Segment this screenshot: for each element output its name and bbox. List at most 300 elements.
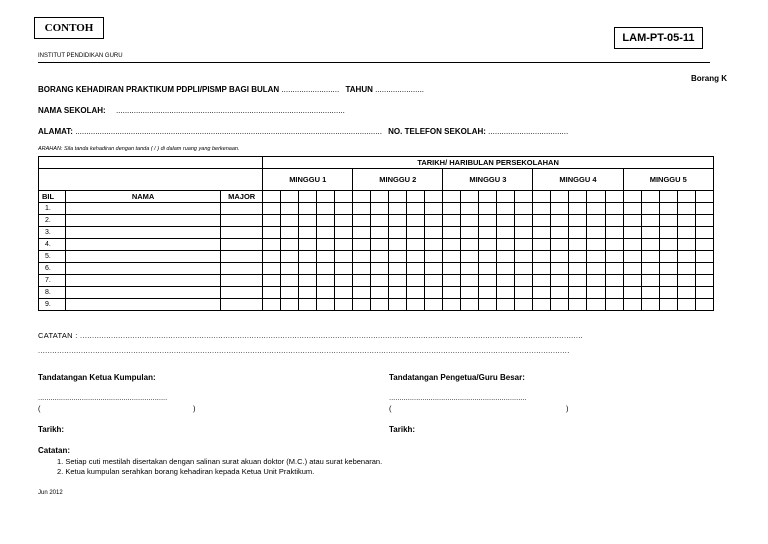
- attendance-cell[interactable]: [443, 203, 461, 215]
- attendance-cell[interactable]: [263, 251, 281, 263]
- week-header-1: MINGGU 1: [263, 169, 353, 191]
- attendance-cell[interactable]: [515, 287, 533, 299]
- attendance-cell[interactable]: [587, 263, 605, 275]
- name-cell[interactable]: [66, 239, 221, 251]
- attendance-cell[interactable]: [317, 299, 335, 311]
- attendance-cell[interactable]: [461, 299, 479, 311]
- attendance-cell[interactable]: [677, 251, 695, 263]
- attendance-cell[interactable]: [515, 203, 533, 215]
- day-header-cell: [263, 191, 281, 203]
- attendance-cell[interactable]: [641, 275, 659, 287]
- attendance-cell[interactable]: [353, 239, 371, 251]
- attendance-cell[interactable]: [587, 239, 605, 251]
- stamp-box: [34, 17, 104, 39]
- attendance-cell[interactable]: [281, 215, 299, 227]
- attendance-cell[interactable]: [425, 227, 443, 239]
- attendance-cell[interactable]: [263, 299, 281, 311]
- attendance-cell[interactable]: [407, 287, 425, 299]
- attendance-cell[interactable]: [479, 227, 497, 239]
- day-header-cell: [605, 191, 623, 203]
- attendance-cell[interactable]: [371, 287, 389, 299]
- attendance-cell[interactable]: [335, 227, 353, 239]
- attendance-cell[interactable]: [353, 251, 371, 263]
- attendance-cell[interactable]: [353, 287, 371, 299]
- attendance-cell[interactable]: [353, 275, 371, 287]
- form-label: Borang K: [691, 74, 727, 83]
- attendance-cell[interactable]: [335, 263, 353, 275]
- attendance-cell[interactable]: [623, 215, 641, 227]
- attendance-cell[interactable]: [281, 275, 299, 287]
- attendance-cell[interactable]: [605, 227, 623, 239]
- attendance-cell[interactable]: [479, 287, 497, 299]
- attendance-cell[interactable]: [407, 239, 425, 251]
- attendance-cell[interactable]: [533, 299, 551, 311]
- attendance-cell[interactable]: [335, 239, 353, 251]
- attendance-cell[interactable]: [371, 263, 389, 275]
- attendance-cell[interactable]: [605, 287, 623, 299]
- attendance-cell[interactable]: [623, 203, 641, 215]
- attendance-cell[interactable]: [533, 275, 551, 287]
- attendance-cell[interactable]: [623, 251, 641, 263]
- attendance-cell[interactable]: [497, 239, 515, 251]
- attendance-cell[interactable]: [569, 251, 587, 263]
- attendance-cell[interactable]: [425, 275, 443, 287]
- attendance-cell[interactable]: [335, 275, 353, 287]
- attendance-cell[interactable]: [659, 227, 677, 239]
- attendance-cell[interactable]: [515, 251, 533, 263]
- attendance-cell[interactable]: [263, 239, 281, 251]
- day-header-cell: [587, 191, 605, 203]
- attendance-cell[interactable]: [263, 215, 281, 227]
- attendance-cell[interactable]: [659, 275, 677, 287]
- attendance-cell[interactable]: [407, 203, 425, 215]
- attendance-cell[interactable]: [425, 215, 443, 227]
- attendance-cell[interactable]: [263, 263, 281, 275]
- name-cell[interactable]: [66, 215, 221, 227]
- major-cell[interactable]: [221, 227, 263, 239]
- attendance-cell[interactable]: [479, 203, 497, 215]
- catatan-label: CATATAN :: [38, 331, 78, 340]
- attendance-cell[interactable]: [335, 251, 353, 263]
- attendance-cell[interactable]: [299, 203, 317, 215]
- attendance-cell[interactable]: [389, 227, 407, 239]
- name-cell[interactable]: [66, 299, 221, 311]
- attendance-cell[interactable]: [515, 215, 533, 227]
- attendance-cell[interactable]: [479, 251, 497, 263]
- major-cell[interactable]: [221, 287, 263, 299]
- attendance-cell[interactable]: [497, 215, 515, 227]
- attendance-cell[interactable]: [605, 239, 623, 251]
- left-signature-line[interactable]: ..............................................................: [38, 393, 168, 402]
- table-row: [39, 239, 714, 251]
- attendance-cell[interactable]: [641, 227, 659, 239]
- week-header-4: MINGGU 4: [533, 169, 623, 191]
- attendance-cell[interactable]: [389, 263, 407, 275]
- attendance-cell[interactable]: [281, 227, 299, 239]
- day-header-cell: [623, 191, 641, 203]
- tahun-blank[interactable]: ......................: [375, 85, 425, 94]
- right-name-open: (: [389, 404, 392, 413]
- attendance-cell[interactable]: [551, 215, 569, 227]
- attendance-cell[interactable]: [425, 287, 443, 299]
- attendance-cell[interactable]: [515, 275, 533, 287]
- attendance-cell[interactable]: [389, 239, 407, 251]
- attendance-cell[interactable]: [569, 227, 587, 239]
- attendance-cell[interactable]: [281, 251, 299, 263]
- attendance-cell[interactable]: [587, 251, 605, 263]
- attendance-cell[interactable]: [533, 215, 551, 227]
- attendance-cell[interactable]: [389, 299, 407, 311]
- attendance-cell[interactable]: [299, 227, 317, 239]
- attendance-cell[interactable]: [659, 299, 677, 311]
- attendance-cell[interactable]: [695, 275, 713, 287]
- attendance-cell[interactable]: [263, 287, 281, 299]
- attendance-cell[interactable]: [407, 275, 425, 287]
- attendance-cell[interactable]: [371, 299, 389, 311]
- attendance-cell[interactable]: [425, 239, 443, 251]
- attendance-cell[interactable]: [533, 251, 551, 263]
- day-header-cell: [515, 191, 533, 203]
- attendance-cell[interactable]: [641, 251, 659, 263]
- attendance-cell[interactable]: [551, 251, 569, 263]
- header-row-columns: [39, 191, 714, 203]
- form-title: BORANG KEHADIRAN PRAKTIKUM PDPLI/PISMP BAGI BULAN: [38, 85, 280, 94]
- attendance-cell[interactable]: [281, 299, 299, 311]
- attendance-cell[interactable]: [605, 215, 623, 227]
- attendance-cell[interactable]: [461, 227, 479, 239]
- attendance-cell[interactable]: [299, 287, 317, 299]
- attendance-cell[interactable]: [695, 299, 713, 311]
- attendance-cell[interactable]: [587, 275, 605, 287]
- day-header-cell: [371, 191, 389, 203]
- attendance-cell[interactable]: [335, 203, 353, 215]
- attendance-cell[interactable]: [533, 227, 551, 239]
- attendance-cell[interactable]: [371, 227, 389, 239]
- day-header-cell: [659, 191, 677, 203]
- attendance-cell[interactable]: [407, 299, 425, 311]
- major-cell[interactable]: [221, 263, 263, 275]
- attendance-cell[interactable]: [623, 263, 641, 275]
- attendance-cell[interactable]: [299, 251, 317, 263]
- attendance-cell[interactable]: [569, 215, 587, 227]
- attendance-cell[interactable]: [533, 287, 551, 299]
- attendance-cell[interactable]: [299, 263, 317, 275]
- attendance-cell[interactable]: [659, 287, 677, 299]
- name-cell[interactable]: [66, 227, 221, 239]
- attendance-cell[interactable]: [335, 287, 353, 299]
- attendance-cell[interactable]: [569, 287, 587, 299]
- attendance-cell[interactable]: [533, 263, 551, 275]
- attendance-cell[interactable]: [299, 239, 317, 251]
- attendance-cell[interactable]: [281, 287, 299, 299]
- note-item-1: 1. Setiap cuti mestilah disertakan dengan salinan surat akuan doktor (M.C.) atau surat kebenaran.: [57, 457, 383, 466]
- attendance-cell[interactable]: [587, 227, 605, 239]
- attendance-cell[interactable]: [659, 251, 677, 263]
- attendance-cell[interactable]: [461, 203, 479, 215]
- attendance-cell[interactable]: [551, 287, 569, 299]
- attendance-cell[interactable]: [479, 263, 497, 275]
- attendance-cell[interactable]: [623, 275, 641, 287]
- attendance-cell[interactable]: [317, 203, 335, 215]
- attendance-cell[interactable]: [425, 251, 443, 263]
- attendance-cell[interactable]: [641, 215, 659, 227]
- attendance-cell[interactable]: [335, 299, 353, 311]
- attendance-cell[interactable]: [371, 215, 389, 227]
- attendance-cell[interactable]: [443, 275, 461, 287]
- attendance-cell[interactable]: [677, 215, 695, 227]
- attendance-cell[interactable]: [659, 215, 677, 227]
- day-header-cell: [479, 191, 497, 203]
- attendance-cell[interactable]: [443, 239, 461, 251]
- attendance-cell[interactable]: [317, 239, 335, 251]
- attendance-cell[interactable]: [281, 239, 299, 251]
- row-number: 8.: [39, 287, 66, 299]
- major-cell[interactable]: [221, 203, 263, 215]
- attendance-cell[interactable]: [641, 203, 659, 215]
- table-row: [39, 287, 714, 299]
- attendance-cell[interactable]: [497, 251, 515, 263]
- attendance-cell[interactable]: [461, 287, 479, 299]
- attendance-cell[interactable]: [443, 263, 461, 275]
- name-cell[interactable]: [66, 275, 221, 287]
- attendance-cell[interactable]: [551, 239, 569, 251]
- left-name-close: ): [193, 404, 196, 413]
- attendance-cell[interactable]: [623, 239, 641, 251]
- attendance-cell[interactable]: [479, 215, 497, 227]
- attendance-cell[interactable]: [317, 251, 335, 263]
- attendance-cell[interactable]: [479, 299, 497, 311]
- attendance-cell[interactable]: [659, 263, 677, 275]
- major-cell[interactable]: [221, 251, 263, 263]
- attendance-cell[interactable]: [461, 275, 479, 287]
- week-header-2: MINGGU 2: [353, 169, 443, 191]
- table-row: [39, 299, 714, 311]
- attendance-cell[interactable]: [389, 275, 407, 287]
- attendance-cell[interactable]: [353, 215, 371, 227]
- attendance-cell[interactable]: [497, 203, 515, 215]
- attendance-cell[interactable]: [641, 263, 659, 275]
- address-blank[interactable]: ..........................................................................................................................................: [75, 127, 382, 136]
- attendance-cell[interactable]: [461, 251, 479, 263]
- attendance-cell[interactable]: [263, 227, 281, 239]
- attendance-cell[interactable]: [317, 287, 335, 299]
- attendance-cell[interactable]: [551, 299, 569, 311]
- attendance-cell[interactable]: [695, 227, 713, 239]
- day-header-cell: [569, 191, 587, 203]
- attendance-cell[interactable]: [569, 263, 587, 275]
- attendance-cell[interactable]: [371, 203, 389, 215]
- catatan-blank-2[interactable]: ...............................................................................................................................................................................................................................: [38, 346, 570, 355]
- attendance-cell[interactable]: [641, 299, 659, 311]
- name-cell[interactable]: [66, 203, 221, 215]
- attendance-cell[interactable]: [407, 215, 425, 227]
- attendance-cell[interactable]: [605, 299, 623, 311]
- form-code-box: [614, 27, 703, 49]
- attendance-cell[interactable]: [443, 227, 461, 239]
- header-row-group: [39, 157, 714, 169]
- attendance-cell[interactable]: [515, 299, 533, 311]
- attendance-cell[interactable]: [569, 299, 587, 311]
- attendance-cell[interactable]: [605, 263, 623, 275]
- day-header-cell: [641, 191, 659, 203]
- day-header-cell: [461, 191, 479, 203]
- attendance-cell[interactable]: [443, 215, 461, 227]
- attendance-cell[interactable]: [695, 215, 713, 227]
- day-header-cell: [281, 191, 299, 203]
- attendance-cell[interactable]: [389, 251, 407, 263]
- attendance-cell[interactable]: [497, 275, 515, 287]
- attendance-cell[interactable]: [677, 287, 695, 299]
- day-header-cell: [389, 191, 407, 203]
- attendance-cell[interactable]: [317, 215, 335, 227]
- attendance-cell[interactable]: [677, 299, 695, 311]
- attendance-cell[interactable]: [677, 263, 695, 275]
- name-cell[interactable]: [66, 263, 221, 275]
- attendance-cell[interactable]: [677, 227, 695, 239]
- attendance-cell[interactable]: [479, 275, 497, 287]
- attendance-cell[interactable]: [551, 275, 569, 287]
- nama-header: NAMA: [66, 191, 221, 203]
- major-cell[interactable]: [221, 239, 263, 251]
- attendance-cell[interactable]: [587, 299, 605, 311]
- attendance-cell[interactable]: [623, 227, 641, 239]
- attendance-cell[interactable]: [407, 263, 425, 275]
- attendance-cell[interactable]: [317, 227, 335, 239]
- attendance-cell[interactable]: [353, 203, 371, 215]
- attendance-cell[interactable]: [587, 215, 605, 227]
- attendance-cell[interactable]: [695, 239, 713, 251]
- attendance-cell[interactable]: [605, 275, 623, 287]
- attendance-cell[interactable]: [407, 227, 425, 239]
- attendance-cell[interactable]: [443, 251, 461, 263]
- day-header-cell: [353, 191, 371, 203]
- attendance-cell[interactable]: [443, 299, 461, 311]
- attendance-cell[interactable]: [281, 203, 299, 215]
- attendance-cell[interactable]: [479, 239, 497, 251]
- attendance-cell[interactable]: [443, 287, 461, 299]
- attendance-cell[interactable]: [659, 239, 677, 251]
- attendance-cell[interactable]: [605, 251, 623, 263]
- phone-blank[interactable]: ....................................: [488, 127, 569, 136]
- attendance-cell[interactable]: [353, 299, 371, 311]
- attendance-cell[interactable]: [389, 203, 407, 215]
- attendance-cell[interactable]: [281, 263, 299, 275]
- school-blank[interactable]: .......................................................................................................: [115, 106, 345, 115]
- right-signature-line[interactable]: ..................................................................: [389, 393, 527, 402]
- attendance-cell[interactable]: [461, 263, 479, 275]
- institute-name: INSTITUT PENDIDIKAN GURU: [38, 53, 123, 59]
- attendance-cell[interactable]: [551, 203, 569, 215]
- attendance-cell[interactable]: [299, 275, 317, 287]
- attendance-cell[interactable]: [389, 287, 407, 299]
- major-cell[interactable]: [221, 215, 263, 227]
- attendance-cell[interactable]: [353, 227, 371, 239]
- attendance-cell[interactable]: [695, 203, 713, 215]
- day-header-cell: [299, 191, 317, 203]
- attendance-cell[interactable]: [533, 239, 551, 251]
- catatan-blank-1[interactable]: ...................................................................................................................................................................................................................: [80, 331, 584, 340]
- attendance-cell[interactable]: [623, 287, 641, 299]
- attendance-cell[interactable]: [461, 239, 479, 251]
- major-cell[interactable]: [221, 275, 263, 287]
- attendance-cell[interactable]: [605, 203, 623, 215]
- attendance-cell[interactable]: [569, 239, 587, 251]
- attendance-cell[interactable]: [569, 203, 587, 215]
- attendance-cell[interactable]: [299, 215, 317, 227]
- attendance-cell[interactable]: [317, 263, 335, 275]
- right-signature-label: Tandatangan Pengetua/Guru Besar:: [389, 373, 525, 382]
- attendance-cell[interactable]: [677, 239, 695, 251]
- attendance-cell[interactable]: [551, 263, 569, 275]
- attendance-cell[interactable]: [587, 287, 605, 299]
- attendance-cell[interactable]: [497, 227, 515, 239]
- attendance-cell[interactable]: [515, 263, 533, 275]
- attendance-cell[interactable]: [353, 263, 371, 275]
- attendance-cell[interactable]: [425, 299, 443, 311]
- attendance-cell[interactable]: [371, 251, 389, 263]
- attendance-cell[interactable]: [569, 275, 587, 287]
- attendance-cell[interactable]: [587, 203, 605, 215]
- row-number: 1.: [39, 203, 66, 215]
- attendance-cell[interactable]: [389, 215, 407, 227]
- attendance-cell[interactable]: [695, 263, 713, 275]
- name-cell[interactable]: [66, 287, 221, 299]
- attendance-cell[interactable]: [641, 239, 659, 251]
- catatan-line-1: [38, 331, 583, 340]
- attendance-cell[interactable]: [695, 251, 713, 263]
- attendance-cell[interactable]: [317, 275, 335, 287]
- form-code: LAM-PT-05-11: [622, 32, 695, 44]
- attendance-cell[interactable]: [623, 299, 641, 311]
- attendance-cell[interactable]: [461, 215, 479, 227]
- attendance-cell[interactable]: [425, 263, 443, 275]
- attendance-cell[interactable]: [371, 275, 389, 287]
- attendance-cell[interactable]: [497, 287, 515, 299]
- stamp-text: CONTOH: [44, 22, 94, 34]
- attendance-cell[interactable]: [263, 203, 281, 215]
- major-cell[interactable]: [221, 299, 263, 311]
- header-row-weeks: [39, 169, 714, 191]
- attendance-cell[interactable]: [263, 275, 281, 287]
- attendance-cell[interactable]: [425, 203, 443, 215]
- attendance-cell[interactable]: [515, 239, 533, 251]
- attendance-cell[interactable]: [677, 275, 695, 287]
- header-rule: [38, 62, 710, 63]
- attendance-cell[interactable]: [371, 239, 389, 251]
- month-blank[interactable]: ..........................: [281, 85, 340, 94]
- table-row: [39, 203, 714, 215]
- week-header-5: MINGGU 5: [623, 169, 713, 191]
- notes-title: Catatan:: [38, 446, 71, 455]
- attendance-cell[interactable]: [497, 299, 515, 311]
- attendance-cell[interactable]: [533, 203, 551, 215]
- footer-date: Jun 2012: [38, 490, 63, 496]
- name-cell[interactable]: [66, 251, 221, 263]
- attendance-cell[interactable]: [659, 203, 677, 215]
- attendance-cell[interactable]: [299, 299, 317, 311]
- attendance-cell[interactable]: [641, 287, 659, 299]
- attendance-cell[interactable]: [551, 227, 569, 239]
- attendance-cell[interactable]: [515, 227, 533, 239]
- school-line: [38, 106, 345, 115]
- attendance-cell[interactable]: [335, 215, 353, 227]
- attendance-cell[interactable]: [695, 287, 713, 299]
- left-date-label: Tarikh:: [38, 425, 65, 434]
- attendance-cell[interactable]: [677, 203, 695, 215]
- attendance-cell[interactable]: [497, 263, 515, 275]
- blank-header-cell: [39, 169, 263, 191]
- attendance-cell[interactable]: [407, 251, 425, 263]
